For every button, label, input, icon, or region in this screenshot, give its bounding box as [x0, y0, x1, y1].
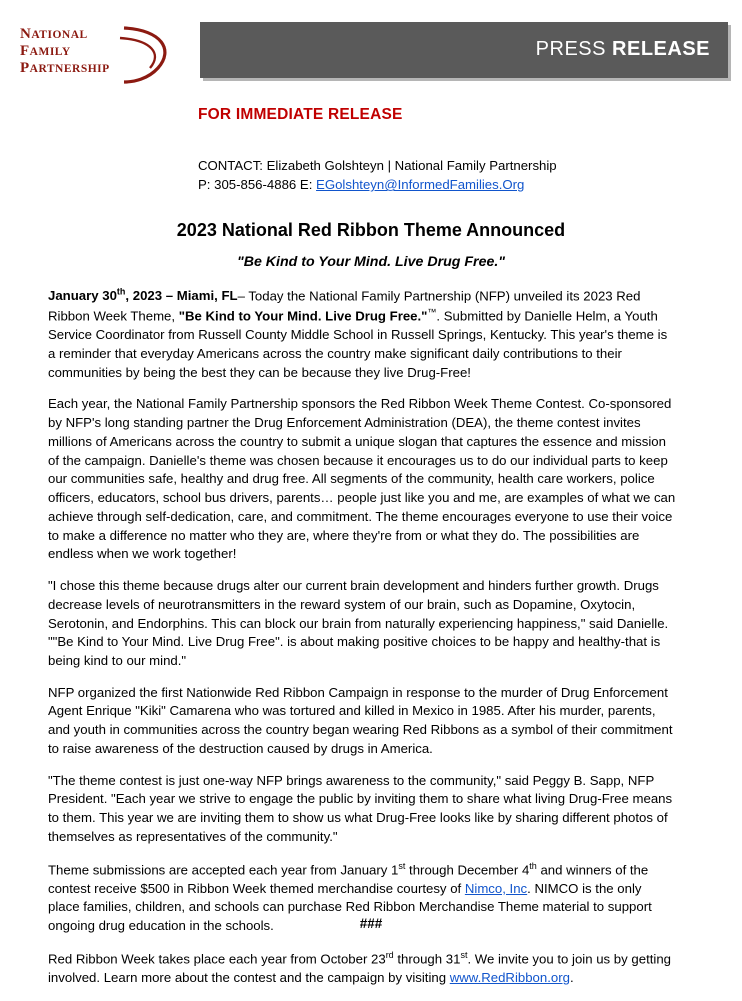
- theme-subtitle: "Be Kind to Your Mind. Live Drug Free.": [236, 254, 506, 270]
- contact-block: [198, 156, 557, 194]
- nimco-link[interactable]: Nimco, Inc: [464, 880, 528, 896]
- press-release-banner-text: [536, 38, 710, 61]
- page-title: 2023 National Red Ribbon Theme Announced: [176, 220, 566, 240]
- paragraph-4: NFP organized the first Nationwide Red Ribbon Campaign in response to the murder of Drug Enforcement Agent Enrique "Kiki" Camarena who was tortured and killed in Mexico in 1985. After his murder, parents, and youth in communities across the country began wearing Red Ribbons as a symbol of their commitment to raise awareness of the destruction caused by drugs in America.: [48, 684, 673, 756]
- paragraph-1-part-b: . Submitted by Danielle Helm, a Youth Service Coordinator from Russell County Middle School in Russell Springs, Kentucky. This year's theme is a reminder that everyday Americans across the country make significant daily contributions to their communities by being the best they can be because they live Drug-Free!: [48, 308, 668, 380]
- paragraph-2: Each year, the National Family Partnership sponsors the Red Ribbon Week Theme Contest. Co-sponsored by NFP's long standing partner the Drug Enforcement Administration (DEA), the theme contest invites millions of Americans across the country to submit a unique slogan that captures the essence and mission of the campaign. Danielle's theme was chosen because it encourages us to do our individual parts to keep our communities safe, healthy and drug free. All segments of the community, health care workers, police officers, educators, school bus drivers, parents… people just like you and me, are examples of what we can achieve through self-dedication, care, and commitment. The theme encourages everyone to use their voice to make a difference no matter who they are, where they're from or what they do. The possibilities are endless when we work together!: [48, 396, 676, 562]
- logo-line-partnership: PARTNERSHIP: [20, 59, 110, 76]
- paragraph-7: [48, 949, 676, 988]
- dateline-month-day: January 30: [48, 288, 117, 304]
- logo-wordmark: [20, 26, 130, 76]
- paragraph-1: [48, 286, 676, 382]
- paragraph-6-part-d: . NIMCO is the only place families, children, and schools can purchase Red Ribbon Merchandise Theme material to support ongoing drug education in the schools.: [48, 880, 652, 934]
- trademark-symbol: ™: [427, 307, 437, 318]
- contact-name-line: CONTACT: Elizabeth Golshteyn | National Family Partnership: [198, 158, 557, 173]
- theme-quote-bold: "Be Kind to Your Mind. Live Drug Free.": [178, 308, 428, 324]
- release-word: RELEASE: [612, 38, 710, 60]
- national-family-partnership-logo: [14, 22, 184, 88]
- press-word: PRESS: [535, 38, 613, 60]
- logo-line-national: NATIONAL: [20, 26, 88, 42]
- october-ordinal: rd: [385, 949, 394, 960]
- paragraph-3: "I chose this theme because drugs alter our current brain development and hinders further growth. Drugs decrease levels of neurotransmitters in the reward system of our brain, such as Dopamine, Oxytocin, Serotonin, and Endorphins. This can block our brain from naturally experiencing happiness," said Danielle. ""Be Kind to Your Mind. Live Drug Free". is about making positive choices to be happy and healthy-that is being kind to our mind.": [48, 578, 669, 668]
- end-of-release-mark: ###: [359, 916, 383, 931]
- for-immediate-release-label: FOR IMMEDIATE RELEASE: [198, 106, 403, 123]
- phone-label: P: 305-856-4886 E:: [198, 177, 317, 193]
- paragraph-7-part-a: Red Ribbon Week takes place each year from October 23: [48, 951, 386, 967]
- paragraph-1-part-a: – Today the National Family Partnership (NFP) unveiled its 2023 Red Ribbon Week Theme,: [48, 288, 641, 324]
- ribbon-swoosh-icon: [118, 24, 180, 86]
- paragraph-7-part-d: .: [569, 970, 574, 986]
- dateline-ordinal: th: [116, 287, 126, 297]
- paragraph-7-part-b: through 31: [393, 951, 461, 967]
- december-ordinal: th: [529, 860, 537, 871]
- thirtyfirst-ordinal: st: [460, 949, 468, 960]
- press-release-banner: [200, 22, 728, 78]
- january-ordinal: st: [398, 860, 406, 871]
- paragraph-7-part-c: . We invite you to join us by getting involved. Learn more about the contest and the campaign by visiting: [48, 951, 671, 986]
- paragraph-6-part-b: through December 4: [405, 862, 530, 877]
- paragraph-6-part-c: and winners of the contest receive $500 in Ribbon Week themed merchandise courtesy of: [48, 862, 649, 896]
- paragraph-5: "The theme contest is just one-way NFP brings awareness to the community," said Peggy B. Sapp, NFP President. "Each year we strive to engage the public by inviting them to share what living Drug-Free means to them. This year we are inviting them to show us what Drug-Free looks like by sharing different photos of themselves as representatives of the community.": [48, 772, 673, 844]
- article-text: [48, 286, 676, 1001]
- logo-line-family: FAMILY: [20, 42, 71, 59]
- redribbon-website-link[interactable]: www.RedRibbon.org: [449, 970, 570, 986]
- dateline-year-city: , 2023 – Miami, FL: [125, 288, 238, 304]
- email-link[interactable]: EGolshteyn@InformedFamilies.Org: [316, 177, 525, 193]
- paragraph-6-part-a: Theme submissions are accepted each year from January 1: [48, 862, 399, 877]
- contact-phone-email-line: [198, 175, 557, 194]
- document-header: [0, 0, 742, 96]
